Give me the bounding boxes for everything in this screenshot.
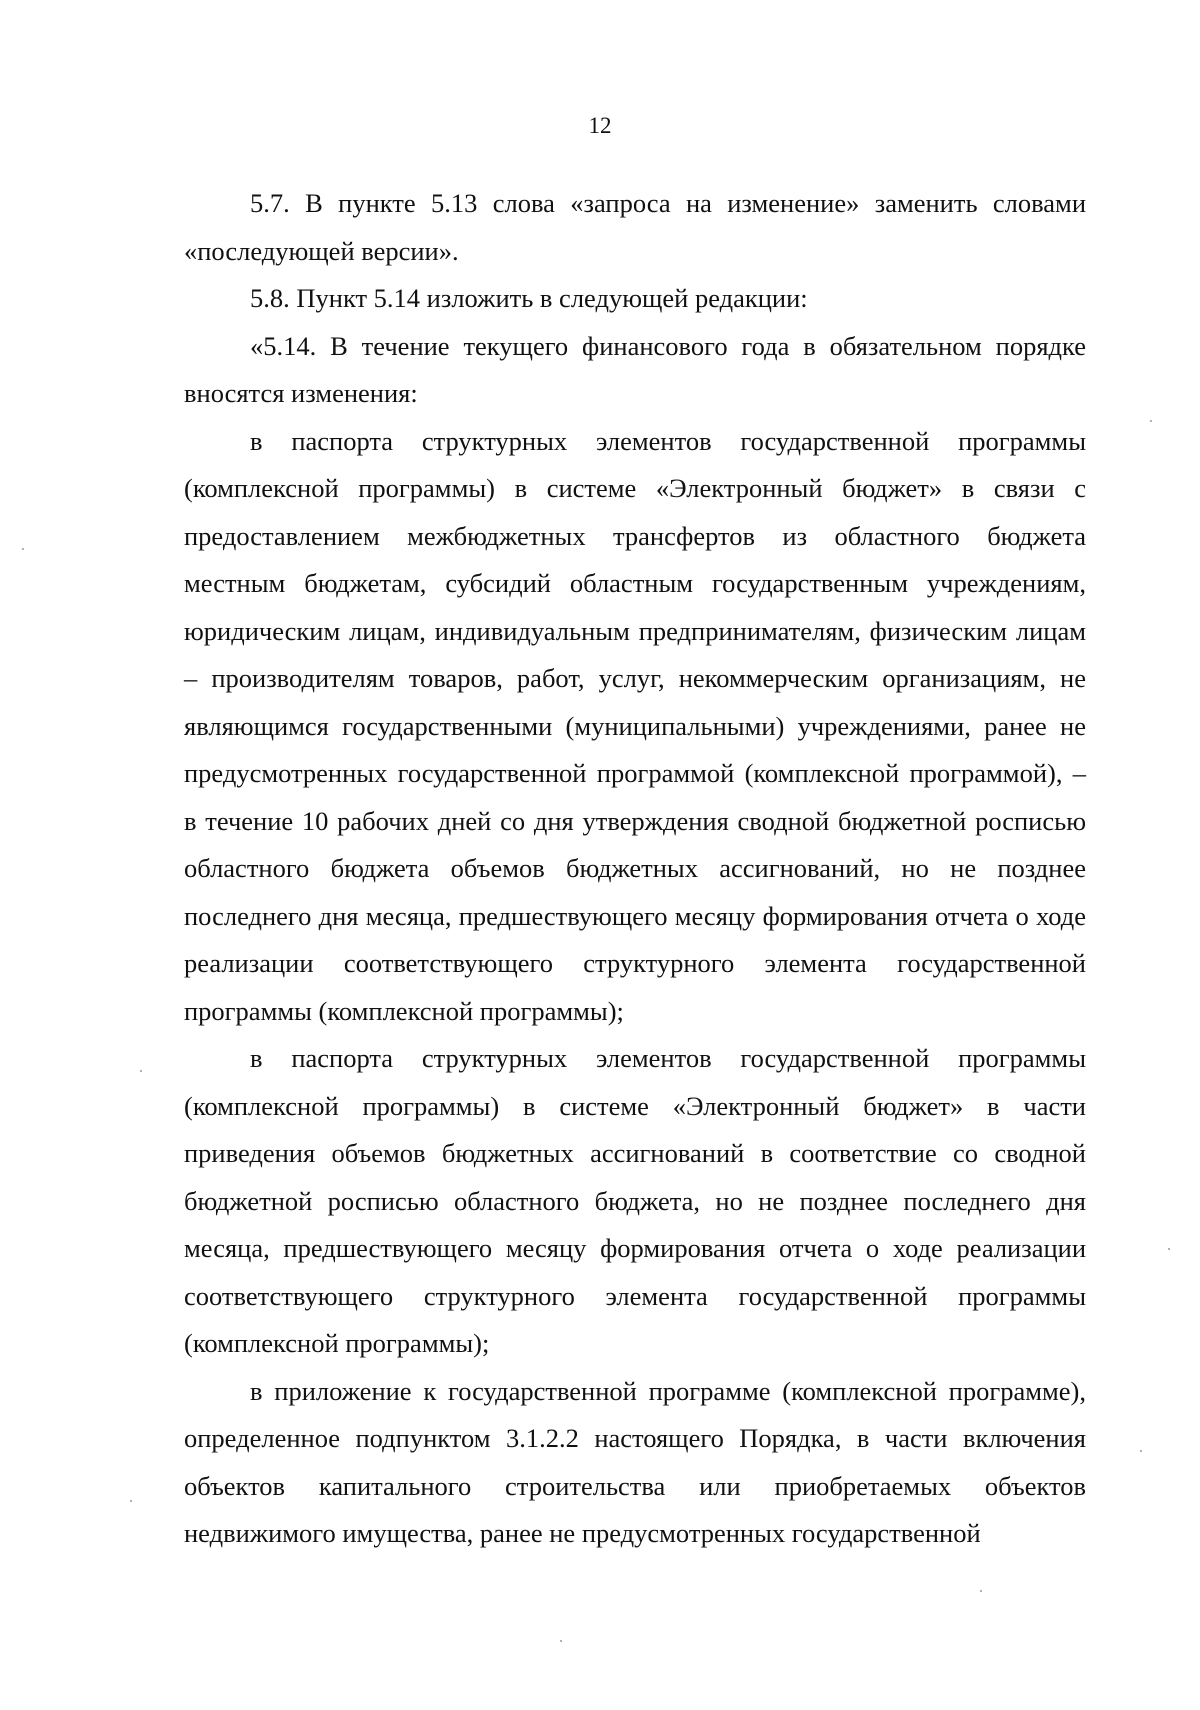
scan-speck — [1150, 420, 1152, 422]
scan-speck — [130, 1500, 132, 1502]
scan-speck — [1140, 1450, 1142, 1452]
scan-speck — [1168, 1248, 1170, 1250]
page-number: 12 — [588, 113, 612, 138]
paragraph-5-8: 5.8. Пункт 5.14 изложить в следующей редакции: — [250, 283, 808, 313]
paragraph-5-14-intro: «5.14. В течение текущего финансового года в обязательном порядке вносятся изменения: — [184, 330, 1086, 408]
paragraph-passports-allocations: в паспорта структурных элементов государственной программы (комплексной программы) в системе «Электронный бюджет» в части приведения объемов бюджетных ассигнований в соответствие со сводной бюджетной росписью областного бюджета, но не позднее последнего дня месяца, предшествующего месяцу формирования отчета о ходе реализации соответствующего структурного элемента государственной программы (комплексной программы); — [184, 1043, 1086, 1358]
document-body — [184, 180, 1086, 1558]
scan-speck — [22, 548, 24, 550]
paragraph-5-7: 5.7. В пункте 5.13 слова «запроса на изменение» заменить словами «последующей версии». — [184, 188, 1086, 266]
scan-speck — [140, 1070, 142, 1072]
scan-speck — [980, 1590, 982, 1592]
scan-speck — [560, 1640, 562, 1642]
paragraph-passports-transfers: в паспорта структурных элементов государственной программы (комплексной программы) в системе «Электронный бюджет» в связи с предоставлением межбюджетных трансфертов из областного бюджета местным бюджетам, субсидий областным государственным учреждениям, юридическим лицам, индивидуальным предпринимателям, физическим лицам – производителям товаров, работ, услуг, некоммерческим организациям, не являющимся государственными (муниципальными) учреждениями, ранее не предусмотренных государственной программой (комплексной программой), – в течение 10 рабочих дней со дня утверждения сводной бюджетной росписью областного бюджета объемов бюджетных ассигнований, но не позднее последнего дня месяца, предшествующего месяцу формирования отчета о ходе реализации соответствующего структурного элемента государственной программы (комплексной программы); — [184, 425, 1086, 1026]
paragraph-appendix-objects: в приложение к государственной программе (комплексной программе), определенное подпунктом 3.1.2.2 настоящего Порядка, в части включения объектов капитального строительства или приобретаемых объектов недвижимого имущества, ранее не предусмотренных государственной — [184, 1375, 1086, 1548]
